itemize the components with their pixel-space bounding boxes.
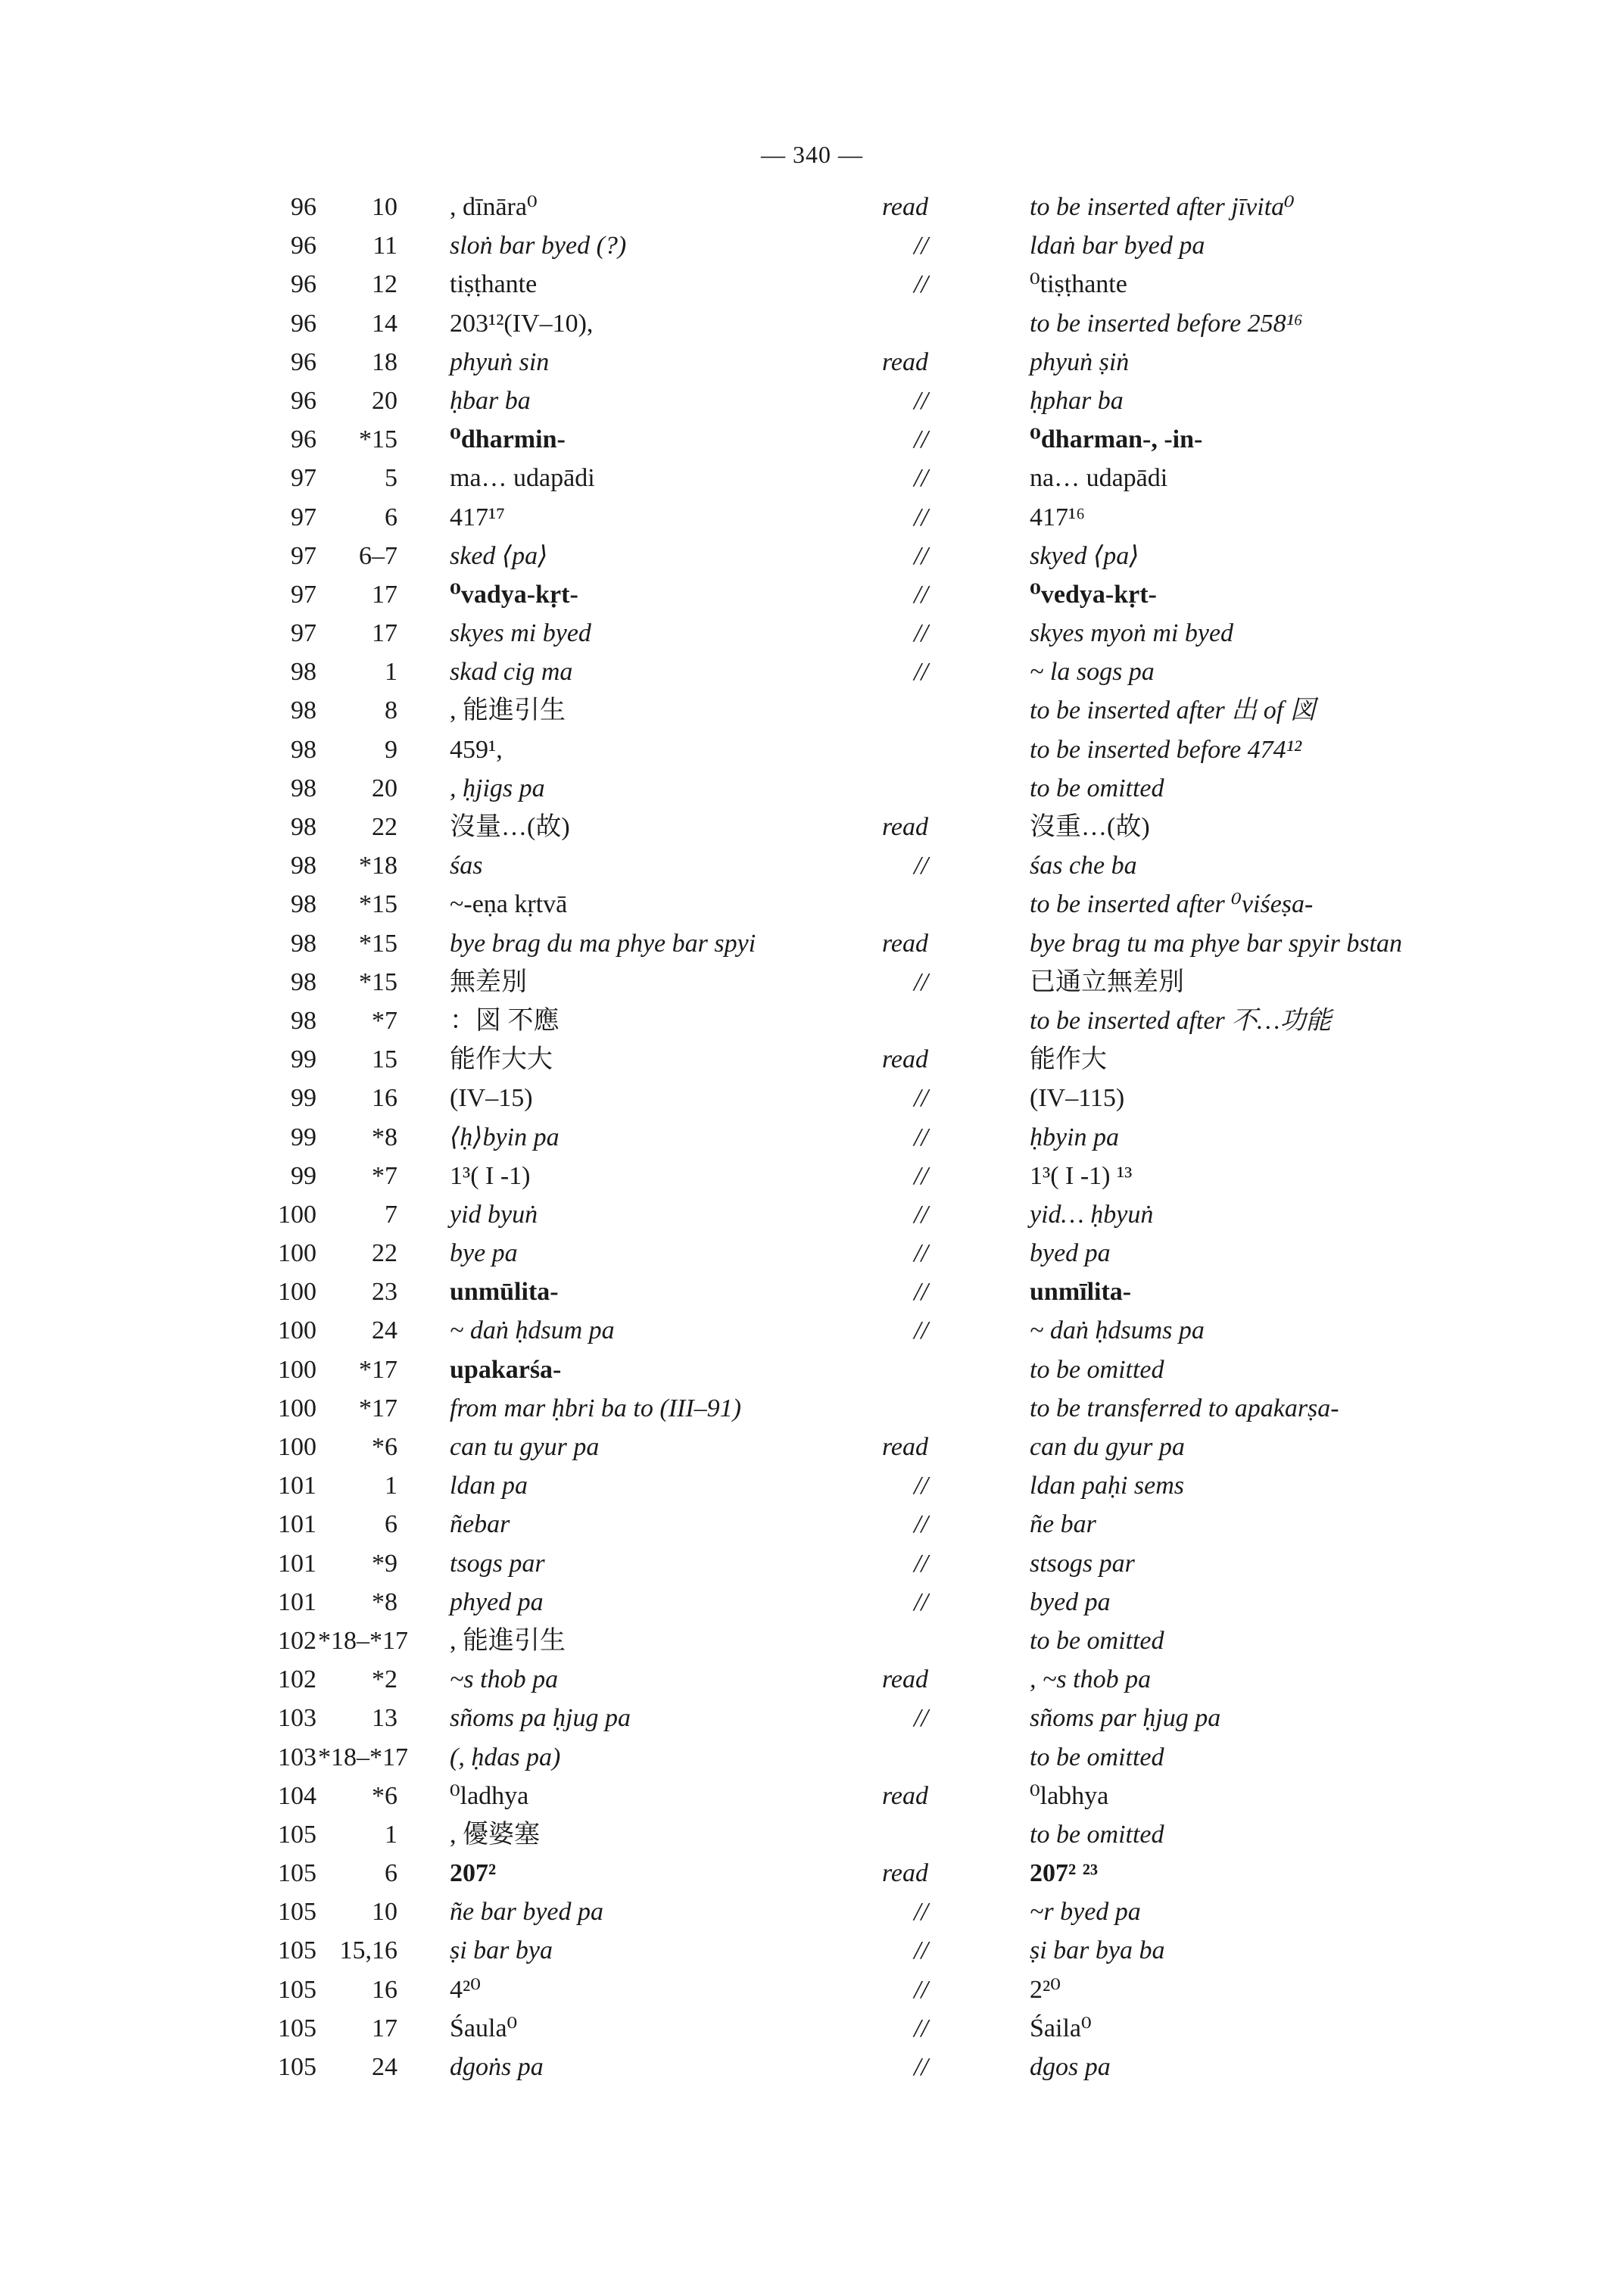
original-reading: ⁰vadya-kṛt- xyxy=(450,580,578,609)
corrected-reading: ⁰dharman-, -in- xyxy=(1030,425,1203,454)
page-ref: 98 xyxy=(291,890,316,919)
errata-row xyxy=(0,1002,1624,1040)
corrected-reading: ~ daṅ ḥdsums pa xyxy=(1030,1316,1205,1345)
corrected-reading: ñe bar xyxy=(1030,1510,1096,1539)
line-ref: 9 xyxy=(385,735,397,764)
corrected-reading: ⁰labhya xyxy=(1030,1781,1109,1810)
corrected-reading: can du gyur pa xyxy=(1030,1433,1185,1461)
original-reading: ldan pa xyxy=(450,1472,528,1500)
errata-row xyxy=(0,1931,1624,1970)
errata-row xyxy=(0,1622,1624,1660)
correction-marker: // xyxy=(914,580,928,609)
corrected-reading: 已通立無差別 xyxy=(1030,967,1184,996)
line-ref: 6 xyxy=(385,1859,397,1888)
corrected-reading: ~ la sogs pa xyxy=(1030,658,1155,687)
correction-marker: // xyxy=(914,464,928,493)
line-ref: 7 xyxy=(385,1200,397,1229)
errata-row xyxy=(0,1505,1624,1544)
correction-marker: // xyxy=(914,1704,928,1733)
corrected-reading: ldan paḥi sems xyxy=(1030,1472,1184,1500)
correction-marker: read xyxy=(881,813,928,841)
original-reading: unmūlita- xyxy=(450,1278,559,1307)
line-ref: *2 xyxy=(372,1665,397,1694)
errata-row xyxy=(0,653,1624,691)
errata-row xyxy=(0,1118,1624,1157)
corrected-reading: phyuṅ ṣiṅ xyxy=(1030,347,1130,376)
original-reading: ~ daṅ ḥdsum pa xyxy=(450,1316,615,1345)
original-reading: 4²⁰ xyxy=(450,1975,481,2004)
errata-row xyxy=(0,343,1624,382)
errata-row xyxy=(0,226,1624,265)
errata-row xyxy=(0,1893,1624,1931)
errata-row xyxy=(0,885,1624,924)
correction-marker: // xyxy=(914,1898,928,1927)
original-reading: Śaula⁰ xyxy=(450,2014,518,2042)
corrected-reading: 沒重…(故) xyxy=(1030,813,1150,841)
corrected-reading: unmīlita- xyxy=(1030,1278,1132,1307)
line-ref: *9 xyxy=(372,1549,397,1578)
corrected-reading: stsogs par xyxy=(1030,1549,1135,1578)
corrected-reading: Śaila⁰ xyxy=(1030,2014,1092,2042)
line-ref: 13 xyxy=(372,1704,397,1733)
corrected-reading: skyes myoṅ mi byed xyxy=(1030,619,1234,648)
errata-row xyxy=(0,1040,1624,1079)
line-ref: *6 xyxy=(372,1781,397,1810)
original-reading: ：図 不應 xyxy=(450,1006,560,1035)
corrected-reading: 2²⁰ xyxy=(1030,1975,1061,2004)
page-ref: 97 xyxy=(291,464,316,493)
line-ref: 20 xyxy=(372,386,397,415)
original-reading: ⁰ladhya xyxy=(450,1781,529,1810)
original-reading: , dīnāra⁰ xyxy=(450,193,538,221)
corrected-reading: ⁰vedya-kṛt- xyxy=(1030,580,1157,609)
errata-row xyxy=(0,1699,1624,1737)
errata-row xyxy=(0,846,1624,885)
original-reading: 沒量…(故) xyxy=(450,813,570,841)
line-ref: 12 xyxy=(372,270,397,299)
correction-marker: // xyxy=(914,541,928,570)
correction-marker: // xyxy=(914,386,928,415)
page-ref: 105 xyxy=(278,1898,316,1927)
page-ref: 99 xyxy=(291,1161,316,1190)
correction-marker: // xyxy=(914,270,928,299)
line-ref: *18–*17 xyxy=(318,1626,408,1655)
errata-row xyxy=(0,382,1624,420)
line-ref: *7 xyxy=(372,1006,397,1035)
page-ref: 100 xyxy=(278,1394,316,1422)
correction-marker: // xyxy=(914,503,928,531)
correction-marker: // xyxy=(914,1936,928,1965)
correction-marker: read xyxy=(881,1665,928,1694)
page-ref: 97 xyxy=(291,503,316,531)
original-reading: ḥbar ba xyxy=(450,386,531,415)
errata-row xyxy=(0,808,1624,846)
original-reading: can tu gyur pa xyxy=(450,1433,600,1461)
corrected-reading: ḥbyin pa xyxy=(1030,1123,1120,1151)
original-reading: 459¹, xyxy=(450,735,503,764)
page-ref: 100 xyxy=(278,1278,316,1307)
correction-marker: // xyxy=(914,425,928,454)
corrected-reading: to be omitted xyxy=(1030,1820,1164,1849)
correction-marker: // xyxy=(914,2053,928,2081)
original-reading: tsogs par xyxy=(450,1549,545,1578)
page-ref: 98 xyxy=(291,658,316,687)
errata-row xyxy=(0,537,1624,575)
correction-marker: // xyxy=(914,1123,928,1151)
errata-row xyxy=(0,1583,1624,1622)
page-ref: 97 xyxy=(291,541,316,570)
corrected-reading: byed pa xyxy=(1030,1239,1111,1268)
corrected-reading: to be inserted after 不…功能 xyxy=(1030,1006,1332,1035)
errata-row xyxy=(0,2048,1624,2086)
original-reading: ñebar xyxy=(450,1510,510,1539)
corrected-reading: dgos pa xyxy=(1030,2053,1111,2081)
line-ref: 15 xyxy=(372,1045,397,1074)
original-reading: (IV–15) xyxy=(450,1084,533,1113)
original-reading: sked ⟨pa⟩ xyxy=(450,541,548,570)
corrected-reading: 1³( I -1) ¹³ xyxy=(1030,1161,1133,1190)
line-ref: 24 xyxy=(372,2053,397,2081)
errata-table xyxy=(0,188,1624,2086)
correction-marker: read xyxy=(881,1433,928,1461)
corrected-reading: 207² ²³ xyxy=(1030,1859,1099,1888)
page-ref: 101 xyxy=(278,1587,316,1616)
correction-marker: // xyxy=(914,1975,928,2004)
line-ref: *8 xyxy=(372,1587,397,1616)
page-ref: 103 xyxy=(278,1743,316,1771)
page-ref: 98 xyxy=(291,929,316,958)
errata-row xyxy=(0,1428,1624,1466)
errata-row xyxy=(0,963,1624,1002)
original-reading: bye brag du ma phye bar spyi xyxy=(450,929,756,958)
original-reading: sloṅ bar byed (?) xyxy=(450,232,627,260)
errata-row xyxy=(0,1234,1624,1273)
corrected-reading: na… udapādi xyxy=(1030,464,1168,493)
original-reading: ñe bar byed pa xyxy=(450,1898,604,1927)
errata-row xyxy=(0,924,1624,963)
errata-row xyxy=(0,731,1624,769)
original-reading: ⟨ḥ⟩byin pa xyxy=(450,1123,560,1151)
original-reading: , 能進引生 xyxy=(450,1626,566,1655)
correction-marker: // xyxy=(914,1084,928,1113)
errata-row xyxy=(0,1738,1624,1777)
corrected-reading: to be transferred to apakarṣa- xyxy=(1030,1394,1339,1422)
original-reading: upakarśa- xyxy=(450,1355,562,1384)
line-ref: 11 xyxy=(372,232,397,260)
original-reading: 1³( I -1) xyxy=(450,1161,531,1190)
errata-row xyxy=(0,1273,1624,1311)
correction-marker: // xyxy=(914,967,928,996)
corrected-reading: 能作大 xyxy=(1030,1045,1107,1074)
page-ref: 105 xyxy=(278,2053,316,2081)
original-reading: sñoms pa ḥjug pa xyxy=(450,1704,631,1733)
page-ref: 103 xyxy=(278,1704,316,1733)
page-ref: 96 xyxy=(291,386,316,415)
correction-marker: // xyxy=(914,1278,928,1307)
corrected-reading: 417¹⁶ xyxy=(1030,503,1086,531)
original-reading: ⁰dharmin- xyxy=(450,425,566,454)
line-ref: *18–*17 xyxy=(318,1743,408,1771)
original-reading: dgoṅs pa xyxy=(450,2053,544,2081)
corrected-reading: ldaṅ bar byed pa xyxy=(1030,232,1205,260)
page-ref: 105 xyxy=(278,1820,316,1849)
page-ref: 96 xyxy=(291,425,316,454)
page-ref: 97 xyxy=(291,580,316,609)
correction-marker: read xyxy=(881,1781,928,1810)
corrected-reading: to be omitted xyxy=(1030,774,1164,802)
page-ref: 96 xyxy=(291,309,316,338)
page-ref: 96 xyxy=(291,347,316,376)
correction-marker: // xyxy=(914,1472,928,1500)
page-ref: 105 xyxy=(278,1936,316,1965)
corrected-reading: śas che ba xyxy=(1030,852,1137,880)
original-reading: ~-eṇa kṛtvā xyxy=(450,890,568,919)
page-ref: 105 xyxy=(278,2014,316,2042)
corrected-reading: sñoms par ḥjug pa xyxy=(1030,1704,1221,1733)
errata-row xyxy=(0,304,1624,343)
line-ref: 14 xyxy=(372,309,397,338)
line-ref: 6 xyxy=(385,503,397,531)
corrected-reading: (IV–115) xyxy=(1030,1084,1125,1113)
original-reading: phyuṅ sin xyxy=(450,347,550,376)
original-reading: , ḥjigs pa xyxy=(450,774,545,802)
original-reading: śas xyxy=(450,852,483,880)
line-ref: 18 xyxy=(372,347,397,376)
corrected-reading: to be inserted before 474¹² xyxy=(1030,735,1302,764)
original-reading: 無差別 xyxy=(450,967,527,996)
page-ref: 99 xyxy=(291,1123,316,1151)
line-ref: 1 xyxy=(385,1820,397,1849)
page-ref: 98 xyxy=(291,852,316,880)
line-ref: 6–7 xyxy=(359,541,397,570)
line-ref: 1 xyxy=(385,658,397,687)
original-reading: (, ḥdas pa) xyxy=(450,1743,561,1771)
page-ref: 96 xyxy=(291,270,316,299)
line-ref: 22 xyxy=(372,1239,397,1268)
corrected-reading: to be omitted xyxy=(1030,1355,1164,1384)
line-ref: *8 xyxy=(372,1123,397,1151)
line-ref: *15 xyxy=(359,929,397,958)
line-ref: 20 xyxy=(372,774,397,802)
corrected-reading: ~r byed pa xyxy=(1030,1898,1141,1927)
corrected-reading: to be omitted xyxy=(1030,1743,1164,1771)
page-ref: 96 xyxy=(291,232,316,260)
original-reading: , 能進引生 xyxy=(450,696,566,725)
correction-marker: // xyxy=(914,619,928,648)
errata-row xyxy=(0,614,1624,653)
correction-marker: // xyxy=(914,1161,928,1190)
errata-row xyxy=(0,1389,1624,1428)
line-ref: 16 xyxy=(372,1975,397,2004)
original-reading: 417¹⁷ xyxy=(450,503,506,531)
line-ref: *18 xyxy=(359,852,397,880)
corrected-reading: ⁰tiṣṭhante xyxy=(1030,270,1127,299)
corrected-reading: to be inserted after jīvita⁰ xyxy=(1030,193,1295,221)
errata-row xyxy=(0,1079,1624,1117)
line-ref: *6 xyxy=(372,1433,397,1461)
errata-row xyxy=(0,1466,1624,1505)
correction-marker: read xyxy=(881,347,928,376)
line-ref: 17 xyxy=(372,2014,397,2042)
original-reading: ṣi bar bya xyxy=(450,1936,553,1965)
corrected-reading: ṣi bar bya ba xyxy=(1030,1936,1165,1965)
page-number: — 340 — xyxy=(761,141,863,168)
line-ref: 15,16 xyxy=(339,1936,397,1965)
line-ref: 5 xyxy=(385,464,397,493)
corrected-reading: to be inserted after 出 of 図 xyxy=(1030,696,1316,725)
line-ref: *15 xyxy=(359,890,397,919)
corrected-reading: , ~s thob pa xyxy=(1030,1665,1152,1694)
page-ref: 105 xyxy=(278,1975,316,2004)
line-ref: 16 xyxy=(372,1084,397,1113)
line-ref: 8 xyxy=(385,696,397,725)
correction-marker: read xyxy=(881,1045,928,1074)
original-reading: skad cig ma xyxy=(450,658,573,687)
page-ref: 98 xyxy=(291,735,316,764)
line-ref: 10 xyxy=(372,1898,397,1927)
page-ref: 98 xyxy=(291,774,316,802)
line-ref: 17 xyxy=(372,619,397,648)
page-ref: 100 xyxy=(278,1200,316,1229)
page-ref: 104 xyxy=(278,1781,316,1810)
errata-row xyxy=(0,2009,1624,2048)
line-ref: *15 xyxy=(359,967,397,996)
correction-marker: read xyxy=(881,929,928,958)
page-ref: 98 xyxy=(291,1006,316,1035)
line-ref: 6 xyxy=(385,1510,397,1539)
errata-row xyxy=(0,1351,1624,1389)
errata-row xyxy=(0,1777,1624,1815)
original-reading: 能作大大 xyxy=(450,1045,553,1074)
page-ref: 96 xyxy=(291,193,316,221)
original-reading: tiṣṭhante xyxy=(450,270,538,299)
correction-marker: read xyxy=(881,193,928,221)
line-ref: 23 xyxy=(372,1278,397,1307)
page-ref: 100 xyxy=(278,1239,316,1268)
errata-row xyxy=(0,1660,1624,1699)
line-ref: 17 xyxy=(372,580,397,609)
errata-row xyxy=(0,1971,1624,2009)
errata-row xyxy=(0,1815,1624,1854)
errata-row xyxy=(0,1157,1624,1195)
correction-marker: // xyxy=(914,2014,928,2042)
page-ref: 98 xyxy=(291,696,316,725)
correction-marker: // xyxy=(914,1239,928,1268)
page-ref: 101 xyxy=(278,1472,316,1500)
line-ref: *7 xyxy=(372,1161,397,1190)
errata-row xyxy=(0,575,1624,614)
page-ref: 101 xyxy=(278,1549,316,1578)
errata-row xyxy=(0,265,1624,304)
correction-marker: read xyxy=(881,1859,928,1888)
original-reading: bye pa xyxy=(450,1239,518,1268)
corrected-reading: byed pa xyxy=(1030,1587,1111,1616)
correction-marker: // xyxy=(914,1316,928,1345)
original-reading: from mar ḥbri ba to (III–91) xyxy=(450,1394,741,1422)
original-reading: 203¹²(IV–10), xyxy=(450,309,594,338)
correction-marker: // xyxy=(914,658,928,687)
corrected-reading: to be omitted xyxy=(1030,1626,1164,1655)
corrected-reading: yid… ḥbyuṅ xyxy=(1030,1200,1154,1229)
corrected-reading: bye brag tu ma phye bar spyir bstan xyxy=(1030,929,1403,958)
page-ref: 99 xyxy=(291,1084,316,1113)
corrected-reading: skyed ⟨pa⟩ xyxy=(1030,541,1139,570)
page-ref: 99 xyxy=(291,1045,316,1074)
errata-row xyxy=(0,1854,1624,1893)
page-ref: 97 xyxy=(291,619,316,648)
line-ref: *17 xyxy=(359,1394,397,1422)
corrected-reading: to be inserted before 258¹⁶ xyxy=(1030,309,1303,338)
correction-marker: // xyxy=(914,1200,928,1229)
errata-row xyxy=(0,420,1624,459)
correction-marker: // xyxy=(914,1549,928,1578)
original-reading: , 優婆塞 xyxy=(450,1820,540,1849)
errata-row xyxy=(0,459,1624,497)
line-ref: 22 xyxy=(372,813,397,841)
errata-row xyxy=(0,691,1624,730)
original-reading: phyed pa xyxy=(450,1587,544,1616)
corrected-reading: to be inserted after ⁰viśeṣa- xyxy=(1030,890,1314,919)
errata-row xyxy=(0,769,1624,808)
correction-marker: // xyxy=(914,1510,928,1539)
page-ref: 100 xyxy=(278,1355,316,1384)
line-ref: *15 xyxy=(359,425,397,454)
page-ref: 98 xyxy=(291,813,316,841)
page-ref: 100 xyxy=(278,1433,316,1461)
page-ref: 102 xyxy=(278,1665,316,1694)
page-ref: 101 xyxy=(278,1510,316,1539)
original-reading: ~s thob pa xyxy=(450,1665,559,1694)
correction-marker: // xyxy=(914,852,928,880)
errata-row xyxy=(0,188,1624,226)
errata-row xyxy=(0,1195,1624,1234)
page-ref: 100 xyxy=(278,1316,316,1345)
correction-marker: // xyxy=(914,1587,928,1616)
original-reading: yid byuṅ xyxy=(450,1200,538,1229)
page-ref: 98 xyxy=(291,967,316,996)
page-ref: 105 xyxy=(278,1859,316,1888)
original-reading: 207² xyxy=(450,1859,497,1888)
errata-row xyxy=(0,1311,1624,1350)
line-ref: 10 xyxy=(372,193,397,221)
original-reading: skyes mi byed xyxy=(450,619,591,648)
errata-row xyxy=(0,1544,1624,1583)
original-reading: ma… udapādi xyxy=(450,464,595,493)
corrected-reading: ḥphar ba xyxy=(1030,386,1124,415)
correction-marker: // xyxy=(914,232,928,260)
line-ref: 24 xyxy=(372,1316,397,1345)
line-ref: 1 xyxy=(385,1472,397,1500)
errata-row xyxy=(0,498,1624,537)
page-ref: 102 xyxy=(278,1626,316,1655)
line-ref: *17 xyxy=(359,1355,397,1384)
